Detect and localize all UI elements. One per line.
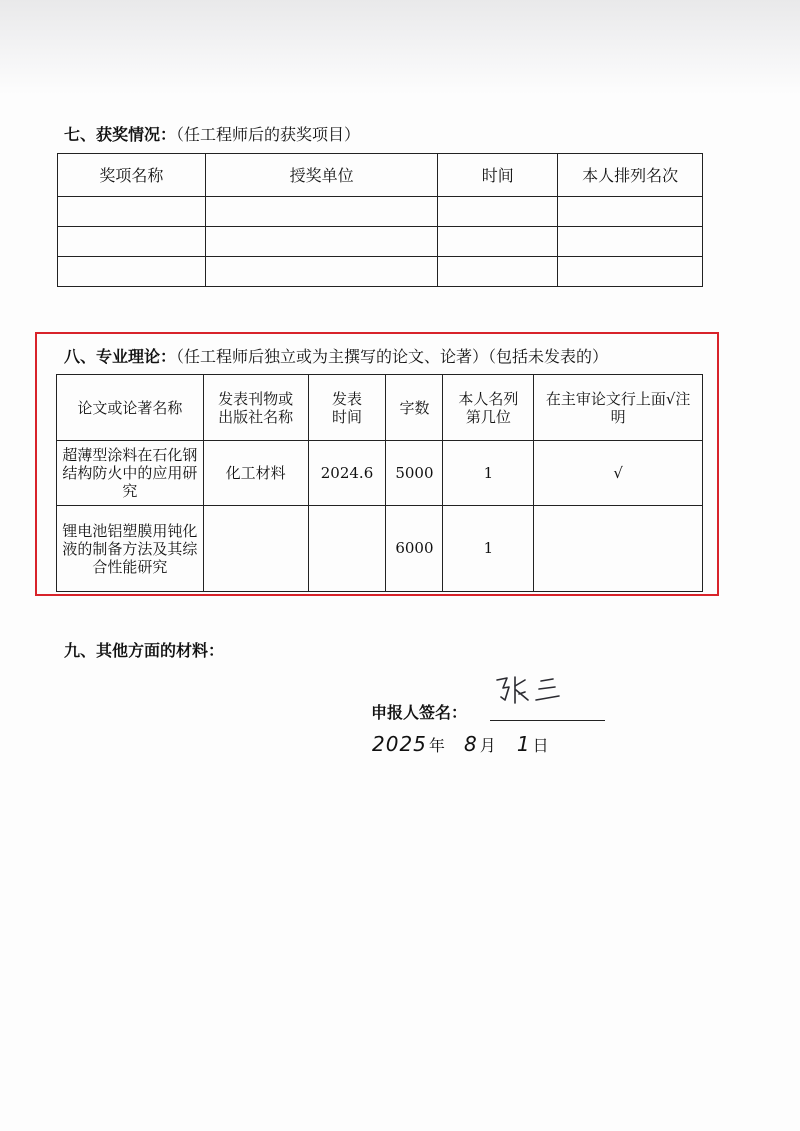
table-row	[58, 197, 703, 227]
award-col-name: 奖项名称	[58, 154, 206, 197]
paper-col-rank: 本人名列第几位	[443, 375, 534, 441]
table-row	[57, 506, 703, 592]
paper-col-words: 字数	[386, 375, 443, 441]
paper-publisher-cell: 化工材料	[203, 441, 308, 506]
paper-table-header	[57, 375, 703, 441]
award-col-unit: 授奖单位	[205, 154, 438, 197]
paper-table	[56, 374, 703, 592]
award-cell	[438, 197, 558, 227]
paper-rank-cell: 1	[443, 506, 534, 592]
paper-date-cell: 2024.6	[308, 441, 386, 506]
paper-words-cell: 6000	[386, 506, 443, 592]
scan-shadow	[0, 0, 800, 95]
award-cell	[438, 227, 558, 257]
date-day: 1	[516, 732, 531, 756]
table-row	[58, 227, 703, 257]
paper-rank-cell: 1	[443, 441, 534, 506]
award-cell	[205, 257, 438, 287]
award-cell	[558, 197, 703, 227]
section9-heading	[64, 638, 224, 661]
section7-heading	[64, 122, 360, 145]
paper-col-mark: 在主审论文行上面√注明	[534, 375, 703, 441]
section8-title: 八、专业理论：	[64, 347, 177, 366]
paper-col-date: 发表时间	[308, 375, 386, 441]
date-year: 2025	[372, 732, 427, 756]
section8-note: （任工程师后独立或为主撰写的论文、论著）（包括未发表的）	[176, 347, 609, 366]
award-table	[57, 153, 703, 287]
award-cell	[205, 227, 438, 257]
award-cell	[558, 227, 703, 257]
table-row	[57, 441, 703, 506]
award-table-header	[58, 154, 703, 197]
date-year-suffix: 年	[428, 736, 445, 755]
award-cell	[58, 227, 206, 257]
paper-mark-cell: √	[534, 441, 703, 506]
section7-note: （任工程师后的获奖项目）	[176, 125, 361, 144]
table-row	[58, 257, 703, 287]
date-month-suffix: 月	[479, 736, 496, 755]
award-cell	[205, 197, 438, 227]
signature-line	[490, 720, 605, 721]
paper-title-cell: 锂电池铝塑膜用钝化液的制备方法及其综合性能研究	[57, 506, 204, 592]
paper-words-cell: 5000	[386, 441, 443, 506]
date-day-suffix: 日	[532, 736, 549, 755]
section9-title: 九、其他方面的材料：	[64, 641, 225, 660]
paper-col-title: 论文或论著名称	[57, 375, 204, 441]
date-month: 8	[464, 732, 478, 756]
award-cell	[58, 197, 206, 227]
award-col-rank: 本人排列名次	[558, 154, 703, 197]
handwritten-signature	[493, 674, 573, 708]
paper-mark-cell	[534, 506, 703, 592]
award-cell	[438, 257, 558, 287]
signature-date	[372, 732, 555, 756]
award-cell	[58, 257, 206, 287]
paper-title-cell: 超薄型涂料在石化钢结构防火中的应用研究	[57, 441, 204, 506]
paper-col-publisher: 发表刊物或出版社名称	[203, 375, 308, 441]
award-cell	[558, 257, 703, 287]
signature-label: 申报人签名：	[371, 703, 468, 722]
paper-date-cell	[308, 506, 386, 592]
paper-publisher-cell	[203, 506, 308, 592]
award-col-time: 时间	[438, 154, 558, 197]
section8-heading	[64, 344, 608, 367]
section7-title: 七、获奖情况：	[64, 125, 177, 144]
